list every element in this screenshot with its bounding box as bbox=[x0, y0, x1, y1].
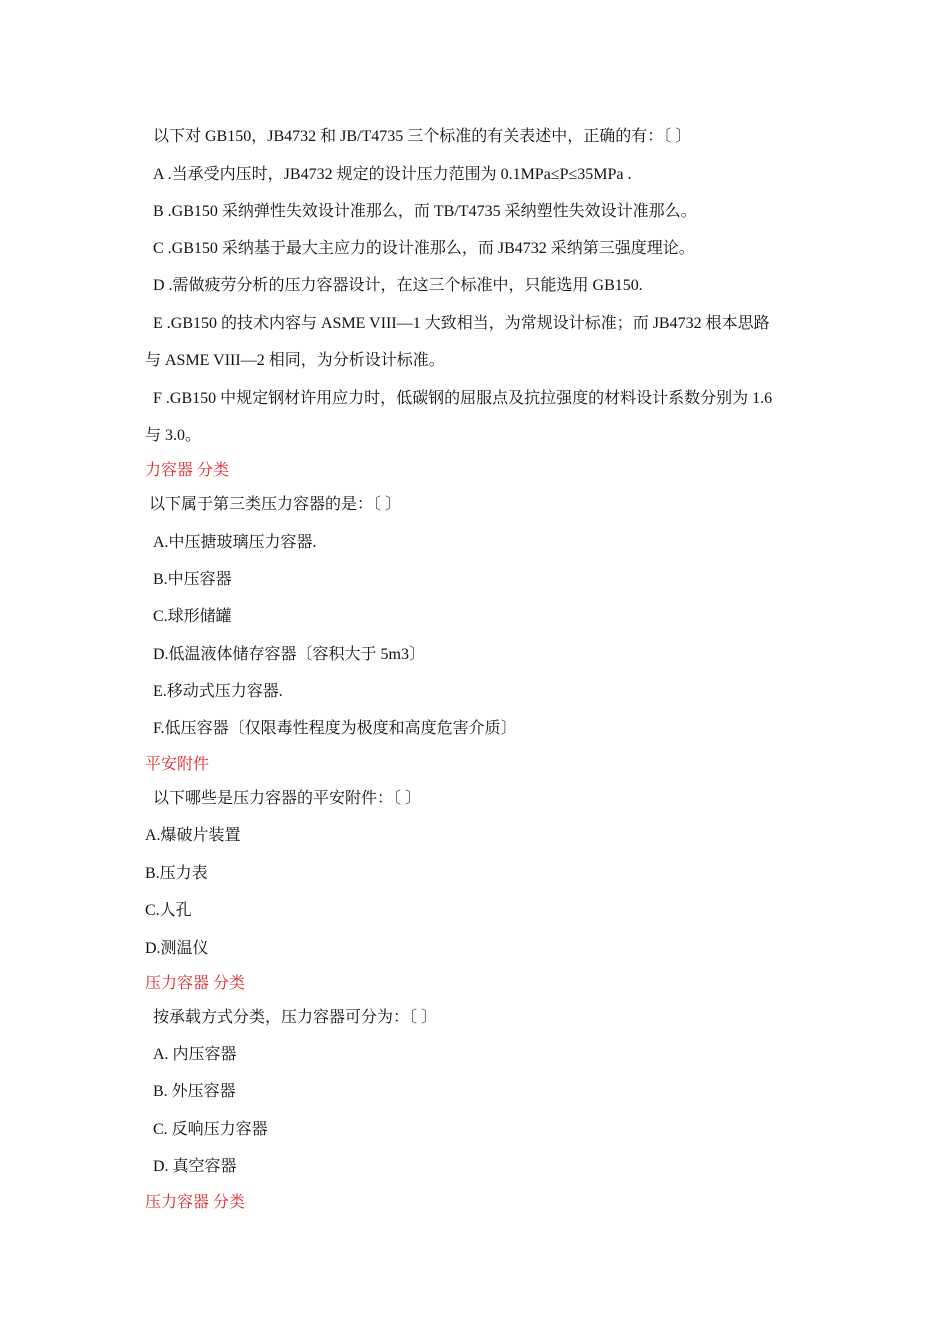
option-b: B.中压容器 bbox=[153, 571, 232, 588]
option-a: A.爆破片装置 bbox=[145, 827, 241, 844]
option-f-line2: 与 3.0。 bbox=[145, 427, 202, 444]
option-d: D.低温液体储存容器〔容积大于 5m3〕 bbox=[153, 646, 426, 663]
question-stem: 按承载方式分类，压力容器可分为：〔 〕 bbox=[153, 1009, 438, 1026]
option-a: A .当承受内压时，JB4732 规定的设计压力范围为 0.1MPa≤P≤35MPa . bbox=[153, 166, 632, 183]
option-b: B.压力表 bbox=[145, 865, 208, 882]
option-d: D .需做疲劳分析的压力容器设计，在这三个标准中，只能选用 GB150. bbox=[153, 277, 643, 294]
option-e-line2: 与 ASME VIII—2 相同，为分析设计标准。 bbox=[145, 352, 445, 369]
option-b: B .GB150 采纳弹性失效设计准那么，而 TB/T4735 采纳塑性失效设计准那么。 bbox=[153, 203, 697, 220]
option-c: C.球形储罐 bbox=[153, 608, 232, 625]
option-e: E.移动式压力容器. bbox=[153, 683, 283, 700]
option-d: D.测温仪 bbox=[145, 940, 209, 957]
option-b: B. 外压容器 bbox=[153, 1083, 236, 1100]
section-heading: 力容器 分类 bbox=[145, 462, 230, 479]
option-c: C.人孔 bbox=[145, 902, 192, 919]
section-heading: 压力容器 分类 bbox=[145, 1194, 246, 1211]
option-c: C .GB150 采纳基于最大主应力的设计准那么，而 JB4732 采纳第三强度理论。 bbox=[153, 240, 695, 257]
section-heading: 压力容器 分类 bbox=[145, 975, 246, 992]
section-heading: 平安附件 bbox=[145, 756, 210, 773]
option-f: F.低压容器〔仅限毒性程度为极度和高度危害介质〕 bbox=[153, 720, 517, 737]
option-a: A. 内压容器 bbox=[153, 1046, 237, 1063]
question-stem: 以下属于第三类压力容器的是：〔 〕 bbox=[149, 496, 402, 513]
question-stem: 以下哪些是压力容器的平安附件：〔 〕 bbox=[153, 790, 422, 807]
option-a: A.中压搪玻璃压力容器. bbox=[153, 534, 317, 551]
option-d: D. 真空容器 bbox=[153, 1158, 237, 1175]
question-stem: 以下对 GB150，JB4732 和 JB/T4735 三个标准的有关表述中，正确的有：〔 〕 bbox=[153, 128, 692, 145]
option-f-line1: F .GB150 中规定钢材许用应力时，低碳钢的屈服点及抗拉强度的材料设计系数分别为 1.6 bbox=[153, 390, 773, 407]
option-c: C. 反响压力容器 bbox=[153, 1121, 268, 1138]
option-e-line1: E .GB150 的技术内容与 ASME VIII—1 大致相当，为常规设计标准；而 JB4732 根本思路 bbox=[153, 315, 770, 332]
